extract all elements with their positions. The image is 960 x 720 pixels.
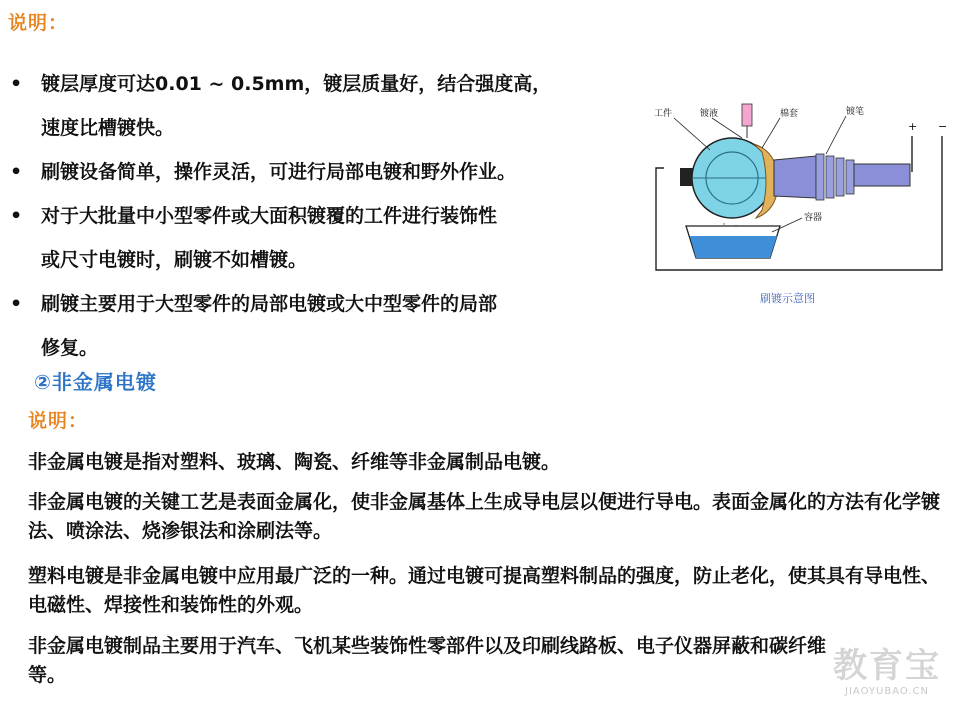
label-container: 容器	[804, 213, 823, 223]
label-cotton-cover: 棉套	[780, 109, 799, 119]
section1-label: 说明：	[8, 12, 69, 34]
label-minus: −	[938, 120, 948, 133]
pen-handle	[854, 164, 910, 186]
watermark-text: 教育宝	[833, 646, 941, 686]
bullet-text: 对于大批量中小型零件或大面积镀覆的工件进行装饰性	[41, 205, 498, 227]
label-plating-pen: 镀笔	[846, 107, 865, 117]
paragraph-2: 非金属电镀的关键工艺是表面金属化，使非金属基体上生成导电层以便进行导电。表面金属化的方法有化学镀法、喷涂法、烧渗银法和涂刷法等。	[28, 491, 941, 542]
bullet-text: 刷镀设备简单，操作灵活，可进行局部电镀和野外作业。	[41, 161, 517, 183]
brush-plating-diagram	[650, 98, 950, 308]
bullet-text-continued: 速度比槽镀快。	[41, 117, 175, 139]
pen-head	[774, 156, 816, 198]
watermark-logo	[822, 646, 952, 706]
label-plus: +	[908, 120, 918, 133]
paragraph-3: 塑料电镀是非金属电镀中应用最广泛的一种。通过电镀可提高塑料制品的强度，防止老化，使其具有导电性、电磁性、焊接性和装饰性的外观。	[28, 565, 941, 616]
bullet-text: 镀层厚度可达0.01 ~ 0.5mm，镀层质量好，结合强度高，	[41, 73, 552, 95]
bullet-item-4	[8, 282, 648, 370]
pen-ribs	[816, 154, 854, 200]
bullet-item-3	[8, 194, 648, 282]
container-liquid	[690, 236, 777, 258]
section2-label: 说明：	[28, 410, 89, 432]
bullet-item-1	[8, 62, 648, 150]
bullet-dot-icon: •	[10, 161, 23, 183]
bullet-dot-icon: •	[10, 205, 23, 227]
figure-caption: 刷镀示意图	[760, 292, 815, 305]
bullet-text: 刷镀主要用于大型零件的局部电镀或大中型零件的局部	[41, 293, 498, 315]
watermark-url: JIAOYUBAO.CN	[845, 686, 929, 697]
bullet-list	[8, 62, 648, 370]
bullet-text-continued: 或尺寸电镀时，刷镀不如槽镀。	[41, 249, 308, 271]
bullet-item-2	[8, 150, 648, 194]
bullet-dot-icon: •	[10, 293, 23, 315]
solution-dropper	[742, 104, 752, 126]
label-plating-solution: 镀液	[700, 109, 719, 119]
paragraph-4: 非金属电镀制品主要用于汽车、飞机某些装饰性零部件以及印刷线路板、电子仪器屏蔽和碳纤维等。	[28, 635, 827, 686]
label-workpiece: 工件	[654, 109, 673, 119]
bullet-dot-icon: •	[10, 73, 23, 95]
bullet-text-continued: 修复。	[41, 337, 99, 359]
paragraph-1: 非金属电镀是指对塑料、玻璃、陶瓷、纤维等非金属制品电镀。	[28, 451, 561, 473]
section2-heading: ②非金属电镀	[34, 370, 157, 394]
